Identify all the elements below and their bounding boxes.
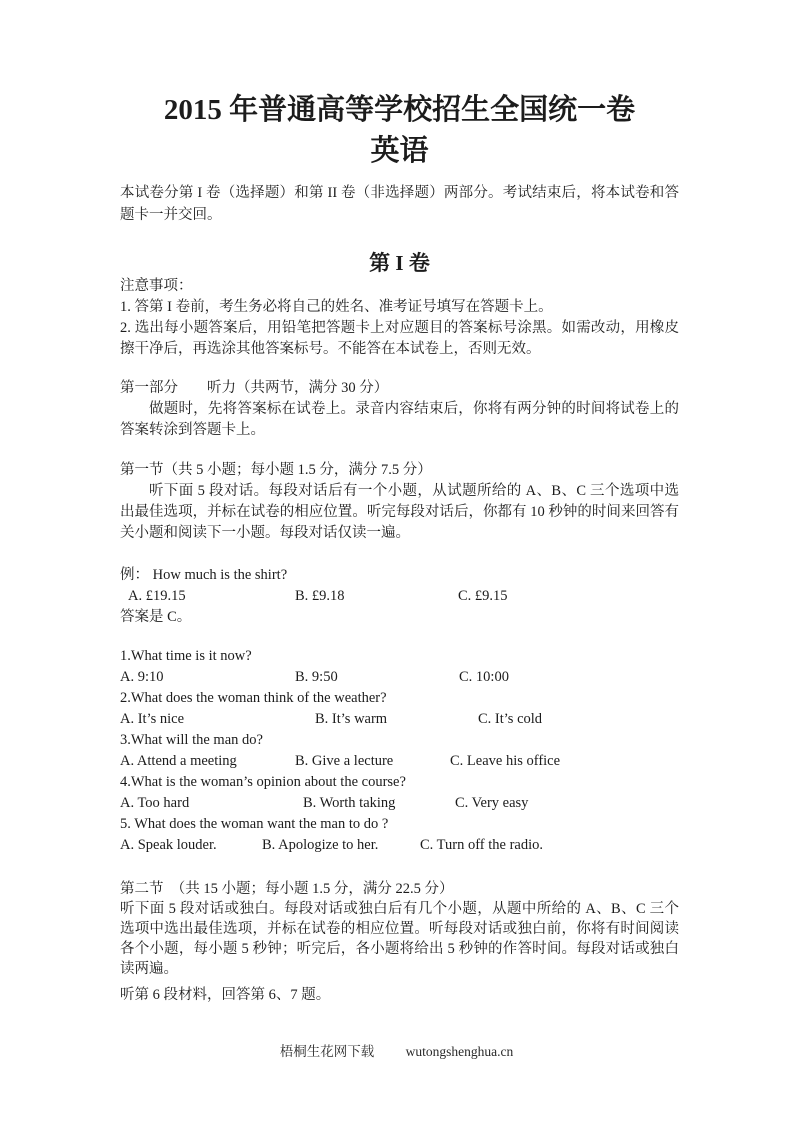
example-options (120, 586, 679, 607)
footer-site-url: wutongshenghua.cn (405, 1044, 514, 1059)
section-a-heading: 第一节（共 5 小题；每小题 1.5 分，满分 7.5 分） (120, 462, 432, 478)
question-4-options (120, 793, 679, 814)
notice-item-1: 1. 答第 I 卷前，考生务必将自己的姓名、准考证号填写在答题卡上。 (120, 299, 553, 315)
question-2-options (120, 709, 679, 730)
question-3-option-b: B. Give a lecture (295, 753, 394, 769)
question-2-option-c: C. It’s cold (478, 711, 543, 727)
question-2-text: 2.What does the woman think of the weather? (120, 690, 387, 706)
paper-title-line1: 2015 年普通高等学校招生全国统一卷 (163, 94, 636, 126)
question-5-options (120, 835, 679, 856)
listening-questions (120, 646, 679, 856)
question-4-option-c: C. Very easy (455, 795, 529, 811)
question-1-options (120, 667, 679, 688)
question-3-option-a: A. Attend a meeting (120, 753, 237, 769)
question-4 (120, 772, 679, 814)
page-footer (0, 1040, 793, 1060)
question-1-option-b: B. 9:50 (295, 669, 338, 685)
question-2-option-a: A. It’s nice (120, 711, 185, 727)
question-5-option-c: C. Turn off the radio. (420, 837, 543, 853)
question-2 (120, 688, 679, 730)
question-2-option-b: B. It’s warm (315, 711, 388, 727)
section-b-material: 听第 6 段材料，回答第 6、7 题。 (120, 987, 331, 1003)
example-question (120, 565, 679, 628)
question-1-option-a: A. 9:10 (120, 669, 164, 685)
question-5 (120, 814, 679, 856)
paper-content (120, 92, 679, 1005)
question-4-option-b: B. Worth taking (303, 795, 396, 811)
question-3-text: 3.What will the man do? (120, 732, 263, 748)
question-3-options (120, 751, 679, 772)
example-option-a: A. £19.15 (128, 588, 186, 604)
example-option-b: B. £9.18 (295, 588, 345, 604)
question-5-option-a: A. Speak louder. (120, 837, 217, 853)
question-1 (120, 646, 679, 688)
question-4-text: 4.What is the woman’s opinion about the course? (120, 774, 406, 790)
question-1-option-c: C. 10:00 (459, 669, 509, 685)
question-4-option-a: A. Too hard (120, 795, 190, 811)
part1-heading: 第一部分 听力（共两节，满分 30 分） (120, 380, 389, 396)
question-1-text: 1.What time is it now? (120, 648, 252, 664)
section-b-intro: 听下面 5 段对话或独白。每段对话或独白后有几个小题，从题中所给的 A、B、C 三个选项中选出最佳选项，并标在试卷的相应位置。听每段对话或独白前，你将有时间阅读各个小题，每小题 5 秒钟；听完后，各小题将给出 5 秒钟的作答时间。每段对话或独白读两遍。 (120, 901, 679, 977)
question-5-option-b: B. Apologize to her. (262, 837, 379, 853)
part1-intro: 做题时，先将答案标在试卷上。录音内容结束后，你将有两分钟的时间将试卷上的答案转涂到答题卡上。 (120, 401, 679, 438)
example-answer: 答案是 C。 (120, 609, 192, 625)
question-3 (120, 730, 679, 772)
question-3-option-c: C. Leave his office (450, 753, 561, 769)
example-option-c: C. £9.15 (458, 588, 508, 604)
footer-site-name: 梧桐生花网下载 (279, 1044, 375, 1059)
volume-heading: 第 I 卷 (369, 251, 430, 275)
notice-item-2: 2. 选出每小题答案后，用铅笔把答题卡上对应题目的答案标号涂黑。如需改动，用橡皮擦干净后，再选涂其他答案标号。不能答在本试卷上，否则无效。 (120, 320, 679, 357)
paper-intro: 本试卷分第 I 卷（选择题）和第 II 卷（非选择题）两部分。考试结束后，将本试卷和答题卡一并交回。 (120, 185, 679, 223)
question-5-text: 5. What does the woman want the man to do ? (120, 816, 389, 832)
example-prompt: 例： How much is the shirt? (120, 567, 288, 583)
section-a-intro: 听下面 5 段对话。每段对话后有一个小题，从试题所给的 A、B、C 三个选项中选出最佳选项，并标在试卷的相应位置。听完每段对话后，你都有 10 秒钟的时间来回答有关小题和阅读下一小题。每段对话仅读一遍。 (120, 483, 679, 541)
paper-title-line2: 英语 (370, 135, 429, 167)
section-b-heading: 第二节 （共 15 小题；每小题 1.5 分，满分 22.5 分） (120, 881, 454, 897)
notice-title: 注意事项： (120, 278, 193, 294)
